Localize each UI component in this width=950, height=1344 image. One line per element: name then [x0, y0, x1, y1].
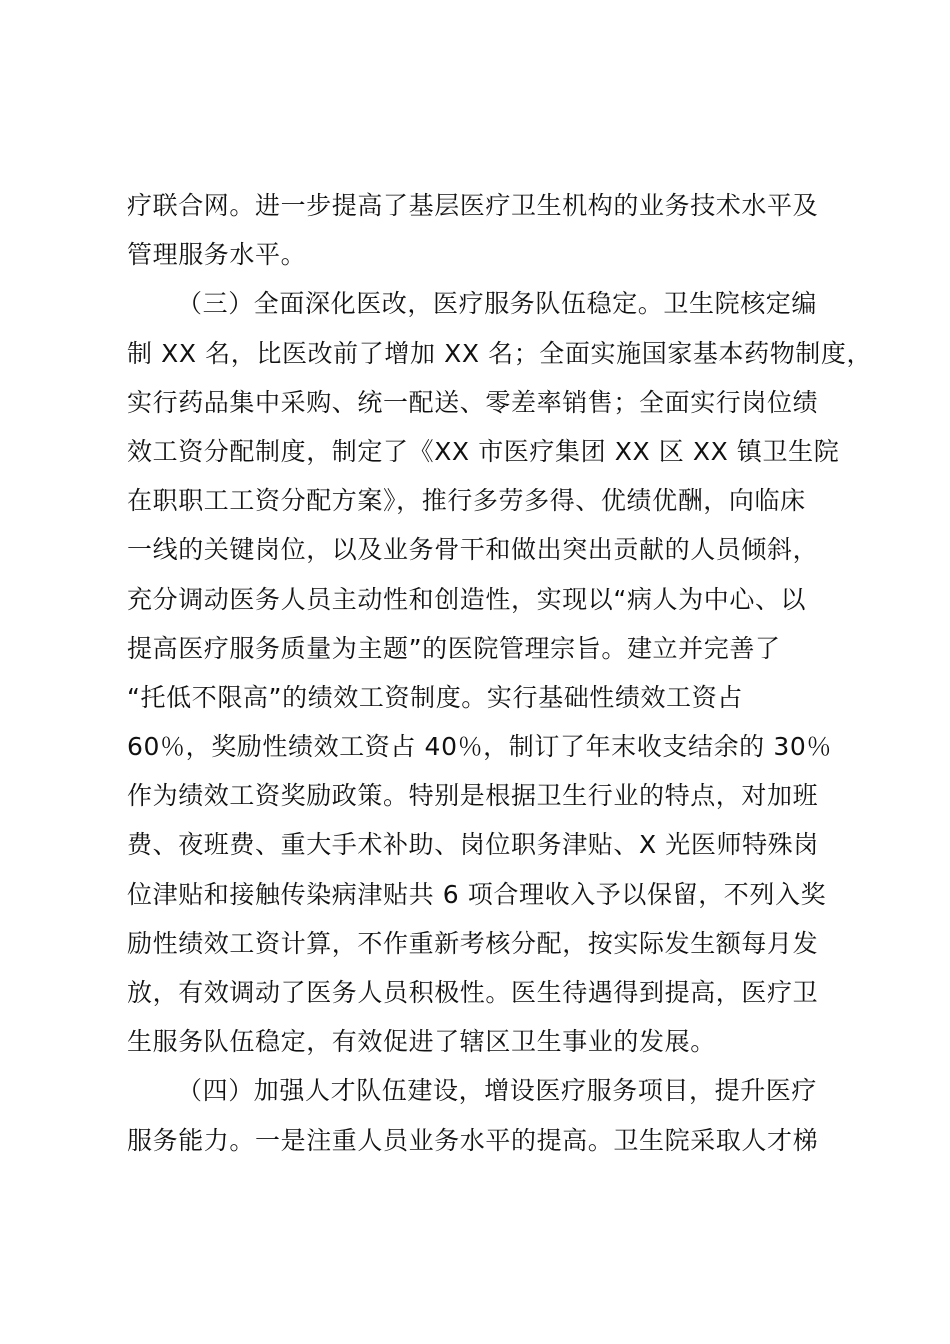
text-line: 服务能力。一是注重人员业务水平的提高。卫生院采取人才梯	[127, 1125, 819, 1155]
text-line: “托低不限高”的绩效工资制度。实行基础性绩效工资占	[127, 682, 743, 712]
text-line: 效工资分配制度，制定了《XX 市医疗集团 XX 区 XX 镇卫生院	[127, 436, 840, 466]
text-line: 在职职工工资分配方案》，推行多劳多得、优绩优酬，向临床	[127, 486, 806, 516]
text-line: 实行药品集中采购、统一配送、零差率销售；全面实行岗位绩	[127, 387, 819, 417]
text-line: 制 XX 名，比医改前了增加 XX 名；全面实施国家基本药物制度，	[127, 338, 873, 368]
text-line: 位津贴和接触传染病津贴共 6 项合理收入予以保留，不列入奖	[127, 879, 827, 909]
text-line: 一线的关键岗位，以及业务骨干和做出突出贡献的人员倾斜，	[127, 535, 819, 565]
text-line: 提高医疗服务质量为主题”的医院管理宗旨。建立并完善了	[127, 633, 781, 663]
text-line: 疗联合网。进一步提高了基层医疗卫生机构的业务技术水平及	[127, 191, 819, 220]
text-line: 充分调动医务人员主动性和创造性，实现以“病人为中心、以	[127, 584, 807, 614]
body-text	[127, 181, 873, 1165]
text-line: 费、夜班费、重大手术补助、岗位职务津贴、X 光医师特殊岗	[127, 830, 819, 860]
section-heading-line: （四）加强人才队伍建设，增设医疗服务项目，提升医疗	[177, 1076, 818, 1106]
section-heading-line: （三）全面深化医改，医疗服务队伍稳定。卫生院核定编	[177, 289, 818, 319]
text-line: 生服务队伍稳定，有效促进了辖区卫生事业的发展。	[127, 1027, 716, 1057]
text-line: 管理服务水平。	[127, 240, 307, 270]
text-line: 放，有效调动了医务人员积极性。医生待遇得到提高，医疗卫	[127, 978, 819, 1007]
text-line: 作为绩效工资奖励政策。特别是根据卫生行业的特点，对加班	[127, 781, 819, 811]
text-line: 60％，奖励性绩效工资占 40％，制订了年末收支结余的 30％	[127, 732, 832, 762]
text-line: 励性绩效工资计算，不作重新考核分配，按实际发生额每月发	[127, 928, 819, 958]
